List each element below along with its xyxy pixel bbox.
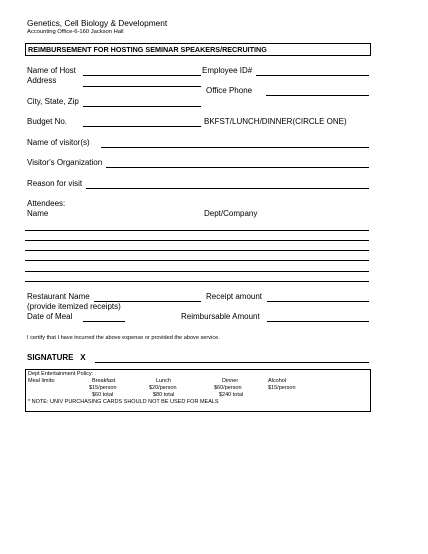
lunch-total: $80 total bbox=[153, 392, 175, 398]
reason-label: Reason for visit bbox=[27, 179, 83, 188]
itemized-receipts-note: (provide itemized receipts) bbox=[27, 302, 121, 311]
attendee-name-header: Name bbox=[27, 209, 49, 218]
form-title: REIMBURSEMENT FOR HOSTING SEMINAR SPEAKERS/RECRUITING bbox=[28, 45, 267, 54]
alcohol-per-person: $15/person bbox=[268, 385, 296, 391]
city-state-zip-label: City, State, Zip bbox=[27, 97, 79, 106]
office-phone-label: Office Phone bbox=[206, 86, 253, 95]
dinner-header: Dinner bbox=[222, 378, 239, 384]
city-state-zip-field[interactable] bbox=[83, 106, 201, 107]
meal-limits-label: Meal limits: bbox=[28, 378, 56, 384]
reimbursable-field[interactable] bbox=[267, 321, 369, 322]
lunch-per-person: $20/person bbox=[149, 385, 177, 391]
policy-title: Dept Entertainment Policy: bbox=[28, 371, 94, 377]
breakfast-total: $60 total bbox=[92, 392, 114, 398]
address-label: Address bbox=[27, 76, 57, 85]
reimbursable-label: Reimbursable Amount bbox=[181, 312, 260, 321]
breakfast-per-person: $15/person bbox=[89, 385, 117, 391]
form-title-box bbox=[25, 43, 371, 56]
accounting-office: Accounting Office-6-160 Jackson Hall bbox=[27, 29, 124, 35]
attendee-row-line[interactable] bbox=[25, 250, 369, 251]
employee-id-field[interactable] bbox=[256, 75, 369, 76]
attendee-row-line[interactable] bbox=[25, 281, 369, 282]
signature-label: SIGNATURE X bbox=[27, 353, 86, 362]
office-phone-field[interactable] bbox=[266, 95, 369, 96]
address-field[interactable] bbox=[83, 86, 201, 87]
visitor-org-field[interactable] bbox=[106, 167, 369, 168]
visitors-field[interactable] bbox=[101, 147, 369, 148]
certify-statement: I certify that I have incurred the above expense or provided the above service. bbox=[27, 335, 220, 341]
name-of-host-field[interactable] bbox=[83, 75, 201, 76]
attendee-row-line[interactable] bbox=[25, 230, 369, 231]
attendee-row-line[interactable] bbox=[25, 260, 369, 261]
attendee-row-line[interactable] bbox=[25, 271, 369, 272]
restaurant-label: Restaurant Name bbox=[27, 292, 90, 301]
date-of-meal-field[interactable] bbox=[83, 321, 125, 322]
policy-box bbox=[25, 369, 371, 412]
employee-id-label: Employee ID# bbox=[202, 66, 253, 75]
alcohol-header: Alcohol bbox=[268, 378, 287, 384]
attendees-label: Attendees: bbox=[27, 199, 66, 208]
dinner-total: $240 total bbox=[219, 392, 244, 398]
lunch-header: Lunch bbox=[156, 378, 171, 384]
visitor-org-label: Visitor's Organization bbox=[27, 158, 103, 167]
name-of-host-label: Name of Host bbox=[27, 66, 76, 75]
purchasing-card-note: * NOTE: UNIV PURCHASING CARDS SHOULD NOT BE USED FOR MEALS bbox=[28, 399, 219, 405]
receipt-amount-field[interactable] bbox=[267, 301, 369, 302]
visitors-label: Name of visitor(s) bbox=[27, 138, 90, 147]
reason-field[interactable] bbox=[86, 188, 369, 189]
budget-no-field[interactable] bbox=[83, 126, 201, 127]
attendee-dept-header: Dept/Company bbox=[204, 209, 258, 218]
budget-no-label: Budget No. bbox=[27, 117, 68, 126]
meal-type-label: BKFST/LUNCH/DINNER(CIRCLE ONE) bbox=[204, 117, 347, 126]
signature-field[interactable] bbox=[95, 362, 369, 363]
department-name: Genetics, Cell Biology & Development bbox=[27, 18, 168, 28]
breakfast-header: Breakfast bbox=[92, 378, 116, 384]
attendee-row-line[interactable] bbox=[25, 240, 369, 241]
receipt-amount-label: Receipt amount bbox=[206, 292, 263, 301]
date-of-meal-label: Date of Meal bbox=[27, 312, 73, 321]
dinner-per-person: $60/person bbox=[214, 385, 242, 391]
